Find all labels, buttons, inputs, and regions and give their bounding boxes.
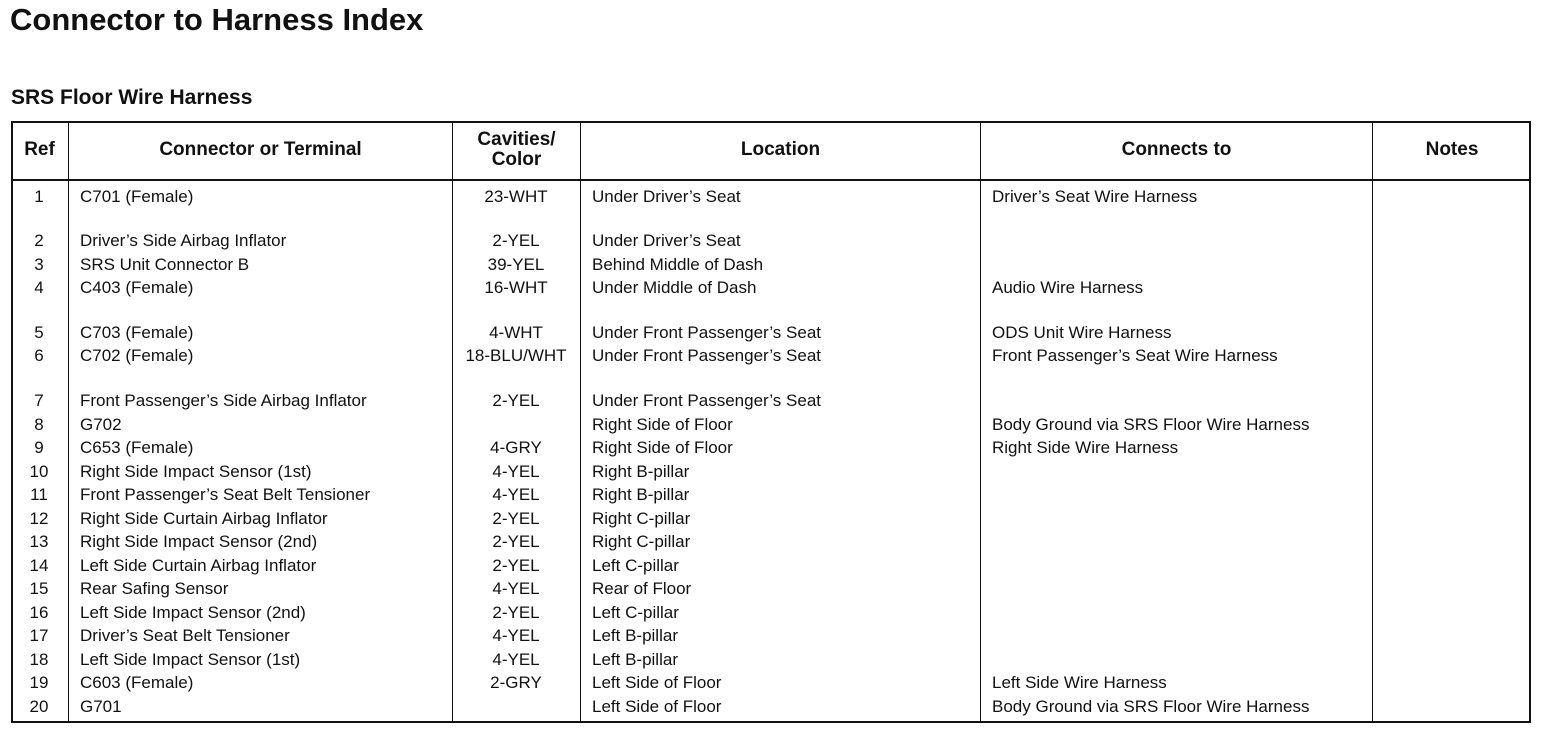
connector-cell: Driver’s Side Airbag Inflator <box>80 231 287 250</box>
connector-cell: Front Passenger’s Side Airbag Inflator <box>80 391 367 410</box>
cavities-cell: 4-WHT <box>489 323 543 342</box>
ref-cell: 4 <box>34 278 44 297</box>
ref-cell: 3 <box>34 255 44 274</box>
cavities-cell: 23-WHT <box>484 187 548 206</box>
connector-cell: Right Side Curtain Airbag Inflator <box>80 509 328 528</box>
table-row <box>11 460 1531 483</box>
ref-cell: 9 <box>34 438 44 457</box>
header-connector: Connector or Terminal <box>159 139 362 160</box>
location-cell: Under Middle of Dash <box>592 278 757 297</box>
connector-cell: SRS Unit Connector B <box>80 255 250 274</box>
location-cell: Under Driver’s Seat <box>592 231 741 250</box>
section-title: SRS Floor Wire Harness <box>11 86 253 109</box>
location-cell: Under Front Passenger’s Seat <box>592 346 821 365</box>
connector-cell: Left Side Impact Sensor (2nd) <box>80 603 306 622</box>
table-row <box>11 436 1531 459</box>
location-cell: Right C-pillar <box>592 532 691 551</box>
ref-cell: 20 <box>29 697 49 716</box>
connects-to-cell: ODS Unit Wire Harness <box>992 323 1172 342</box>
cavities-cell: 4-GRY <box>490 438 542 457</box>
table-row <box>11 483 1531 506</box>
location-cell: Under Front Passenger’s Seat <box>592 323 821 342</box>
connects-to-cell: Body Ground via SRS Floor Wire Harness <box>992 697 1310 716</box>
cavities-cell: 39-YEL <box>487 255 545 274</box>
header-cavities: Cavities/ Color <box>477 129 556 170</box>
table-row <box>11 624 1531 647</box>
cavities-cell: 2-YEL <box>492 231 540 250</box>
header-connects-to: Connects to <box>1121 139 1232 160</box>
location-cell: Left C-pillar <box>592 556 679 575</box>
location-cell: Right B-pillar <box>592 485 690 504</box>
table-row <box>11 253 1531 276</box>
location-cell: Rear of Floor <box>592 579 692 598</box>
connects-to-cell: Body Ground via SRS Floor Wire Harness <box>992 415 1310 434</box>
location-cell: Right Side of Floor <box>592 415 733 434</box>
connector-cell: Right Side Impact Sensor (1st) <box>80 462 312 481</box>
header-divider <box>11 179 1531 181</box>
cavities-cell: 4-YEL <box>492 462 540 481</box>
connects-to-cell: Left Side Wire Harness <box>992 673 1167 692</box>
ref-cell: 17 <box>29 626 49 645</box>
cavities-cell: 4-YEL <box>492 650 540 669</box>
ref-cell: 11 <box>30 485 48 504</box>
connector-cell: C702 (Female) <box>80 346 194 365</box>
page-title: Connector to Harness Index <box>10 2 424 37</box>
ref-cell: 16 <box>29 603 49 622</box>
cavities-cell: 2-YEL <box>492 556 540 575</box>
table-row <box>11 577 1531 600</box>
table-row <box>11 695 1531 718</box>
connector-cell: Driver’s Seat Belt Tensioner <box>80 626 290 645</box>
connector-cell: Front Passenger’s Seat Belt Tensioner <box>80 485 371 504</box>
location-cell: Under Driver’s Seat <box>592 187 741 206</box>
connector-cell: Rear Safing Sensor <box>80 579 229 598</box>
connector-cell: C603 (Female) <box>80 673 194 692</box>
connector-cell: C653 (Female) <box>80 438 194 457</box>
cavities-cell: 4-YEL <box>492 579 540 598</box>
ref-cell: 1 <box>34 187 44 206</box>
ref-cell: 12 <box>29 509 49 528</box>
connects-to-cell: Right Side Wire Harness <box>992 438 1179 457</box>
ref-cell: 6 <box>34 346 44 365</box>
connects-to-cell: Front Passenger’s Seat Wire Harness <box>992 346 1278 365</box>
table-row <box>11 671 1531 694</box>
table-row <box>11 389 1531 412</box>
cavities-cell: 18-BLU/WHT <box>465 346 567 365</box>
ref-cell: 14 <box>29 556 49 575</box>
location-cell: Left C-pillar <box>592 603 679 622</box>
connects-to-cell: Driver’s Seat Wire Harness <box>992 187 1198 206</box>
location-cell: Behind Middle of Dash <box>592 255 764 274</box>
table-row <box>11 229 1531 252</box>
cavities-cell: 2-GRY <box>490 673 542 692</box>
location-cell: Left Side of Floor <box>592 673 722 692</box>
ref-cell: 19 <box>29 673 49 692</box>
ref-cell: 13 <box>29 532 49 551</box>
connector-cell: G702 <box>80 415 122 434</box>
connector-cell: C701 (Female) <box>80 187 194 206</box>
ref-cell: 7 <box>34 391 44 410</box>
table-row <box>11 507 1531 530</box>
ref-cell: 2 <box>34 231 44 250</box>
ref-cell: 10 <box>29 462 49 481</box>
location-cell: Right B-pillar <box>592 462 690 481</box>
table-row <box>11 554 1531 577</box>
cavities-cell: 16-WHT <box>484 278 548 297</box>
table-row <box>11 413 1531 436</box>
location-cell: Under Front Passenger’s Seat <box>592 391 821 410</box>
ref-cell: 18 <box>29 650 49 669</box>
table-row <box>11 648 1531 671</box>
connector-cell: G701 <box>80 697 122 716</box>
header-ref: Ref <box>24 139 55 160</box>
cavities-cell: 2-YEL <box>492 509 540 528</box>
table-row <box>11 321 1531 344</box>
table-row <box>11 185 1531 208</box>
table-row <box>11 601 1531 624</box>
location-cell: Left B-pillar <box>592 626 678 645</box>
cavities-cell: 2-YEL <box>492 532 540 551</box>
connector-cell: C703 (Female) <box>80 323 194 342</box>
connector-cell: Right Side Impact Sensor (2nd) <box>80 532 318 551</box>
connector-cell: Left Side Impact Sensor (1st) <box>80 650 301 669</box>
table-row <box>11 530 1531 553</box>
location-cell: Right Side of Floor <box>592 438 733 457</box>
location-cell: Left Side of Floor <box>592 697 722 716</box>
table-row <box>11 276 1531 299</box>
table-row <box>11 344 1531 367</box>
ref-cell: 8 <box>34 415 44 434</box>
connector-cell: C403 (Female) <box>80 278 194 297</box>
location-cell: Right C-pillar <box>592 509 691 528</box>
cavities-cell: 2-YEL <box>492 603 540 622</box>
connects-to-cell: Audio Wire Harness <box>992 278 1144 297</box>
header-location: Location <box>740 139 821 160</box>
ref-cell: 5 <box>34 323 44 342</box>
cavities-cell: 4-YEL <box>492 485 540 504</box>
cavities-cell: 2-YEL <box>492 391 540 410</box>
cavities-cell: 4-YEL <box>492 626 540 645</box>
ref-cell: 15 <box>29 579 49 598</box>
header-notes: Notes <box>1425 139 1479 160</box>
location-cell: Left B-pillar <box>592 650 678 669</box>
connector-cell: Left Side Curtain Airbag Inflator <box>80 556 317 575</box>
